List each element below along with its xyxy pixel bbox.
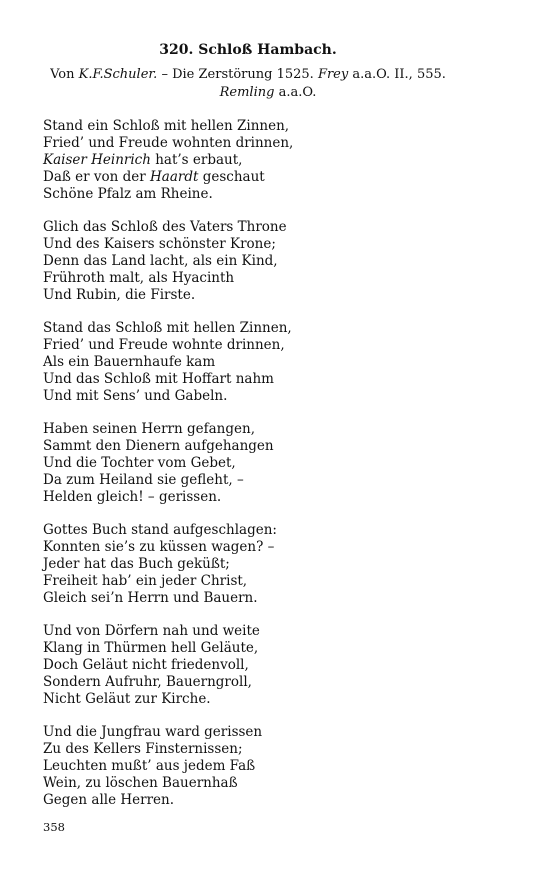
verse-text: Gottes Buch stand aufgeschlagen:: [43, 522, 277, 539]
verse-text: Und das Schloß mit Hoffart nahm: [43, 370, 274, 387]
verse-line: [43, 236, 513, 253]
verse-line: [43, 741, 513, 758]
page-number: 358: [43, 820, 65, 834]
verse-text: Und Rubin, die Firste.: [43, 286, 196, 303]
source-author: K.F.Schuler.: [78, 67, 158, 82]
verse-line: [43, 186, 513, 203]
source-remling: Remling: [219, 85, 275, 100]
verse-line: [43, 573, 513, 590]
verse-text: Stand das Schloß mit hellen Zinnen,: [43, 320, 292, 337]
verse-text: Doch Geläut nicht friedenvoll,: [43, 656, 249, 673]
verse-line: [43, 556, 513, 573]
verse-line: [43, 371, 513, 388]
verse-text: Und die Tochter vom Gebet,: [43, 454, 236, 471]
stanza: [43, 421, 513, 506]
verse-text: Fried’ und Freude wohnten drinnen,: [43, 134, 294, 151]
verse-text: Haben seinen Herrn gefangen,: [43, 421, 255, 438]
verse-text: Und mit Sens’ und Gabeln.: [43, 387, 228, 404]
verse-text: Konnten sie’s zu küssen wagen? –: [43, 539, 275, 556]
verse-line: [43, 640, 513, 657]
verse-line: [43, 354, 513, 371]
verse-text: Gleich sei’n Herrn und Bauern.: [43, 589, 258, 606]
verse-line: [43, 674, 513, 691]
verse-line: [43, 472, 513, 489]
verse-line: [43, 623, 513, 640]
verse-line: [43, 489, 513, 506]
verse-line: [43, 287, 513, 304]
verse-line: [43, 758, 513, 775]
verse-line: [43, 522, 513, 539]
verse-text: Und von Dörfern nah und weite: [43, 623, 260, 640]
verse-text: Zu des Kellers Finsternissen;: [43, 741, 243, 758]
verse-text: Wein, zu löschen Bauernhaß: [43, 774, 238, 791]
source-frey: Frey: [317, 67, 349, 82]
verse-line: [43, 539, 513, 556]
verse-text: Freiheit hab’ ein jeder Christ,: [43, 572, 248, 589]
verse-text: Daß er von der: [43, 168, 151, 185]
verse-text: Leuchten mußt’ aus jedem Faß: [43, 758, 256, 774]
verse-line: [43, 691, 513, 708]
verse-line: [43, 438, 513, 455]
verse-text: Und die Jungfrau ward gerissen: [43, 724, 263, 741]
stanza: [43, 219, 513, 304]
source-middle: – Die Zerstörung 1525.: [157, 67, 318, 82]
poem-title: 320. Schloß Hambach.: [159, 42, 337, 58]
verse-line: [43, 169, 513, 186]
poem-body: [43, 118, 513, 825]
verse-text: Helden gleich! – gerissen.: [43, 488, 222, 505]
verse-line: [43, 337, 513, 354]
verse-text: Fried’ und Freude wohnte drinnen,: [43, 336, 285, 353]
stanza: [43, 320, 513, 405]
source-line2-suffix: a.a.O.: [274, 85, 317, 100]
source-prefix: Von: [50, 67, 79, 82]
verse-line: [43, 388, 513, 405]
verse-text: hat’s erbaut,: [150, 151, 243, 168]
verse-text: Denn das Land lacht, als ein Kind,: [43, 252, 278, 269]
stanza: [43, 724, 513, 809]
verse-line: [43, 270, 513, 287]
verse-text: Als ein Bauernhaufe kam: [43, 353, 216, 370]
verse-line: [43, 724, 513, 741]
verse-text: Frühroth malt, als Hyacinth: [43, 269, 235, 286]
verse-line: [43, 152, 513, 169]
verse-text: Sammt den Dienern aufgehangen: [43, 438, 274, 454]
verse-line: [43, 219, 513, 236]
verse-text: Glich das Schloß des Vaters Throne: [43, 219, 287, 236]
verse-line: [43, 775, 513, 792]
stanza: [43, 522, 513, 607]
verse-text: Schöne Pfalz am Rheine.: [43, 185, 213, 202]
verse-text: Und des Kaisers schönster Krone;: [43, 235, 276, 252]
verse-text: Gegen alle Herren.: [43, 791, 174, 808]
source-line-1: [50, 67, 446, 82]
source-note: [0, 66, 496, 102]
verse-line: [43, 253, 513, 270]
verse-line: [43, 135, 513, 152]
verse-line: [43, 455, 513, 472]
verse-line: [43, 421, 513, 438]
verse-italic-name: Kaiser Heinrich: [43, 151, 151, 168]
verse-text: Klang in Thürmen hell Geläute,: [43, 640, 259, 657]
verse-line: [43, 320, 513, 337]
verse-italic-name: Haardt: [150, 168, 199, 185]
source-suffix: a.a.O. II., 555.: [348, 67, 446, 82]
source-line-2: [0, 84, 496, 102]
stanza: [43, 118, 513, 203]
verse-text: Nicht Geläut zur Kirche.: [43, 690, 211, 707]
verse-text: geschaut: [198, 168, 265, 185]
verse-text: Sondern Aufruhr, Bauerngroll,: [43, 673, 252, 690]
verse-text: Jeder hat das Buch geküßt;: [43, 555, 230, 572]
verse-line: [43, 118, 513, 135]
verse-text: Da zum Heiland sie gefleht, –: [43, 471, 244, 488]
stanza: [43, 623, 513, 708]
verse-line: [43, 792, 513, 809]
verse-text: Stand ein Schloß mit hellen Zinnen,: [43, 118, 290, 134]
verse-line: [43, 657, 513, 674]
verse-line: [43, 590, 513, 607]
